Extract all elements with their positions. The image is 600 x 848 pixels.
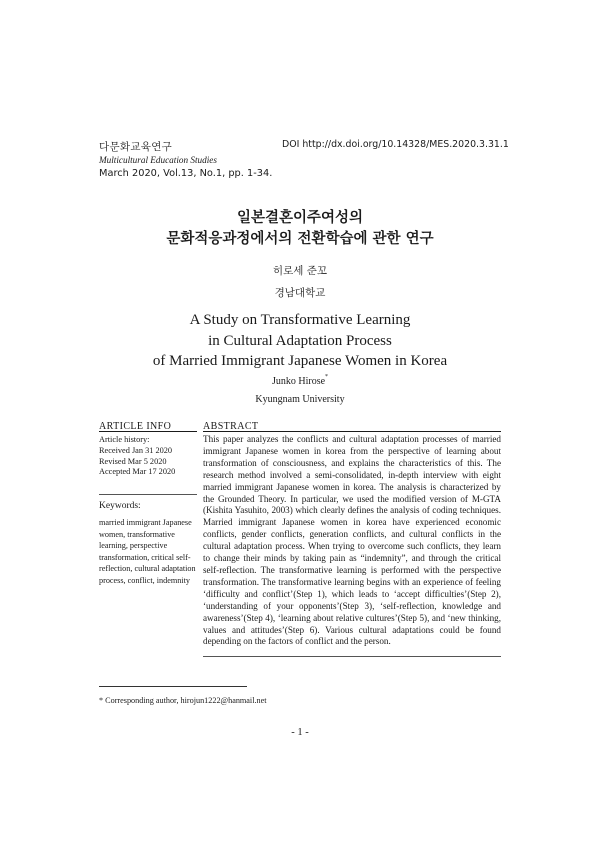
article-history <box>99 435 197 478</box>
keywords-label: Keywords: <box>99 501 141 511</box>
title-english-line-3: of Married Immigrant Japanese Women in Korea <box>152 353 448 369</box>
received-date: Received Jan 31 2020 <box>99 445 173 455</box>
abstract-text: This paper analyzes the conflicts and cultural adaptation processes of married immigrant Japanese women in korea from the perspective of learning about transformation of consciousness, and explains the characteristics of this. The research method involved a semi-consolidated, in-depth interview with eight married immigrant Japanese women in korea. The analysis is characterized by the Grounded Theory. In particular, we used the modified version of M-GTA (Kishita Yasuhito, 2003) which clearly defines the analysis of coding techniques. Married immigrant Japanese women in korea have experienced economic conflicts, gender conflicts, generation conflicts, and cultural conflicts in the cultural adaptation process. When trying to overcome such conflicts, they learn to change their minds by taking pain as “indemnity”, and through the critical self-reflection. The transformative learning is performed with the perspective transformation. The transformative learning begins with an experience of feeling ‘difficulty and conflict’(Step 1), which leads to ‘accept difficulties’(Step 2), ‘understanding of your opponents’(Step 3), ‘self-reflection, knowledge and awareness’(Step 4), ‘learning about relative cultures’(Step 5), and ‘new thinking, values and attitudes’(Step 6). Various cultural adaptations could be found depending on the factors of conflict and the person. <box>203 434 501 647</box>
abstract-bottom-rule <box>203 656 501 657</box>
title-korean-line-1: 일본결혼이주여성의 <box>236 209 364 226</box>
accepted-date: Accepted Mar 17 2020 <box>99 467 176 477</box>
footnote-rule <box>99 686 247 687</box>
issue-info: March 2020, Vol.13, No.1, pp. 1-34. <box>99 168 273 179</box>
keywords-rule <box>99 494 197 495</box>
author-korean: 히로세 준꼬 <box>272 265 328 277</box>
author-english <box>0 376 600 387</box>
affiliation-korean: 경남대학교 <box>274 287 326 299</box>
abstract-heading: ABSTRACT <box>203 421 259 432</box>
page-number: - 1 - <box>291 727 309 738</box>
footnote-corresponding-author: * Corresponding author, hirojun1222@hanmail.net <box>99 696 267 705</box>
keywords-list: married immigrant Japanese women, transformative learning, perspective transformation, critical self-reflection, cultural adaptation process, conflict, indemnity <box>99 518 196 585</box>
title-english-line-1: A Study on Transformative Learning <box>189 312 411 328</box>
revised-date: Revised Mar 5 2020 <box>99 456 167 466</box>
title-korean-line-2: 문화적응과정에서의 전환학습에 관한 연구 <box>166 230 434 247</box>
journal-name-korean: 다문화교육연구 <box>99 141 173 153</box>
article-info-heading: ARTICLE INFO <box>99 421 172 432</box>
corresponding-author-mark: * <box>325 374 329 380</box>
author-english-name: Junko Hirose <box>271 376 326 387</box>
history-label: Article history: <box>99 435 150 444</box>
journal-name-english: Multicultural Education Studies <box>99 155 217 165</box>
title-english-line-2: in Cultural Adaptation Process <box>208 332 392 349</box>
affiliation-english: Kyungnam University <box>255 394 345 405</box>
doi-link[interactable]: DOI http://dx.doi.org/10.14328/MES.2020.3.31.1 <box>282 139 509 150</box>
title-korean <box>80 207 520 249</box>
title-english <box>60 310 540 372</box>
